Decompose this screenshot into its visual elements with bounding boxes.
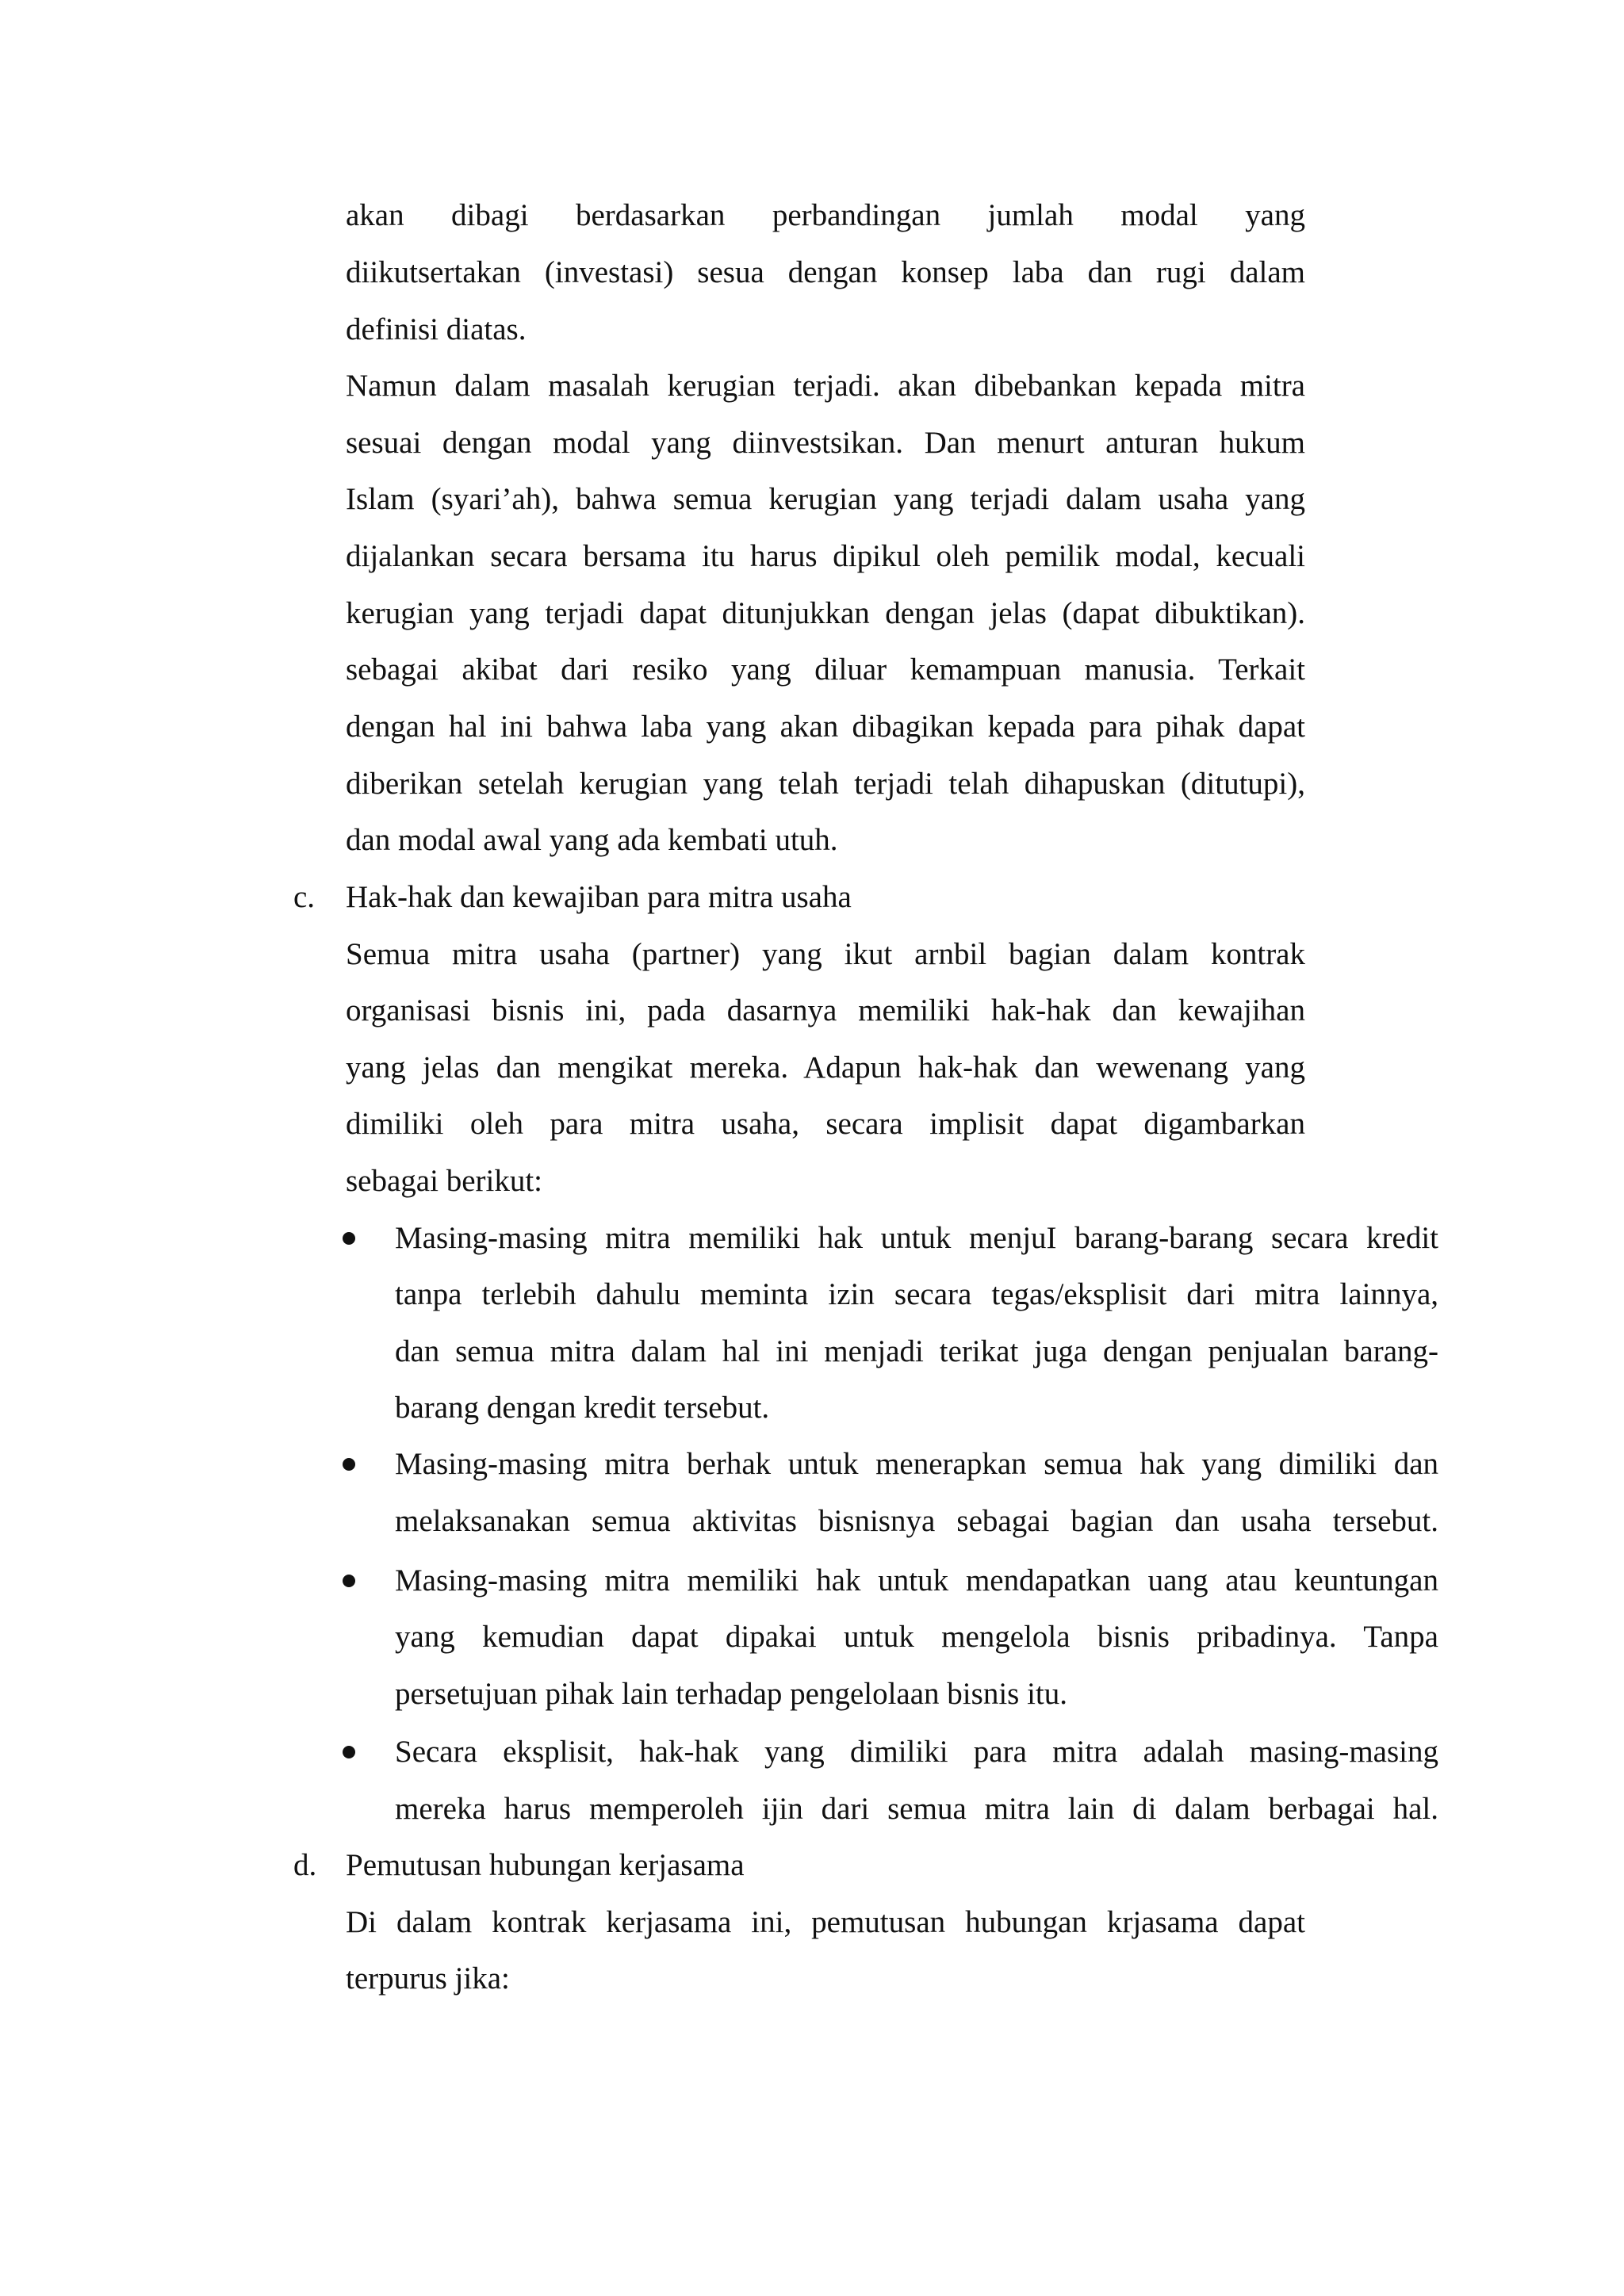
- section-c-marker: c.: [293, 880, 316, 914]
- section-c-heading: Hak-hak dan kewajiban para mitra usaha: [346, 880, 852, 914]
- bullet-4-line-1: Secara eksplisit, hak-hak yang dimiliki para mitra adalah masing-masing: [395, 1735, 1438, 1769]
- section-d-marker: d.: [293, 1848, 317, 1882]
- paragraph-1-line-1: akan dibagi berdasarkan perbandingan jumlah modal yang: [346, 198, 1305, 232]
- bullet-dot-2: [343, 1458, 355, 1471]
- bullet-1-line-3: dan semua mitra dalam hal ini menjadi terikat juga dengan penjualan barang-: [395, 1334, 1438, 1368]
- paragraph-2-line-8: diberikan setelah kerugian yang telah terjadi telah dihapuskan (ditutupi),: [346, 767, 1305, 801]
- section-c-intro-line-1: Semua mitra usaha (partner) yang ikut arnbil bagian dalam kontrak: [346, 937, 1305, 971]
- bullet-2-line-1: Masing-masing mitra berhak untuk menerapkan semua hak yang dimiliki dan: [395, 1447, 1438, 1481]
- paragraph-2-line-7: dengan hal ini bahwa laba yang akan dibagikan kepada para pihak dapat: [346, 710, 1305, 744]
- bullet-dot-4: [343, 1746, 355, 1758]
- paragraph-2-line-4: dijalankan secara bersama itu harus dipikul oleh pemilik modal, kecuali: [346, 539, 1305, 573]
- section-c-intro-line-5: sebagai berikut:: [346, 1164, 542, 1198]
- bullet-dot-1: [343, 1232, 355, 1245]
- bullet-1-line-1: Masing-masing mitra memiliki hak untuk menjuI barang-barang secara kredit: [395, 1221, 1438, 1255]
- paragraph-2-line-3: Islam (syari’ah), bahwa semua kerugian yang terjadi dalam usaha yang: [346, 482, 1305, 516]
- paragraph-1-line-3: definisi diatas.: [346, 312, 527, 346]
- bullet-dot-3: [343, 1575, 355, 1587]
- paragraph-2-line-6: sebagai akibat dari resiko yang diluar kemampuan manusia. Terkait: [346, 652, 1305, 687]
- paragraph-2-line-1: Namun dalam masalah kerugian terjadi. akan dibebankan kepada mitra: [346, 369, 1305, 403]
- section-c-intro-line-4: dimiliki oleh para mitra usaha, secara implisit dapat digambarkan: [346, 1107, 1305, 1141]
- bullet-3-line-2: yang kemudian dapat dipakai untuk mengelola bisnis pribadinya. Tanpa: [395, 1620, 1438, 1654]
- paragraph-1-line-2: diikutsertakan (investasi) sesua dengan konsep laba dan rugi dalam: [346, 255, 1305, 289]
- section-d-intro-line-1: Di dalam kontrak kerjasama ini, pemutusan hubungan krjasama dapat: [346, 1905, 1305, 1939]
- bullet-3-line-3: persetujuan pihak lain terhadap pengelolaan bisnis itu.: [395, 1677, 1068, 1711]
- section-d-heading: Pemutusan hubungan kerjasama: [346, 1848, 745, 1882]
- bullet-3-line-1: Masing-masing mitra memiliki hak untuk mendapatkan uang atau keuntungan: [395, 1563, 1438, 1598]
- paragraph-2-line-2: sesuai dengan modal yang diinvestsikan. Dan menurt anturan hukum: [346, 426, 1305, 460]
- section-c-intro-line-3: yang jelas dan mengikat mereka. Adapun hak-hak dan wewenang yang: [346, 1050, 1305, 1085]
- bullet-1-line-4: barang dengan kredit tersebut.: [395, 1391, 770, 1425]
- paragraph-2-line-9: dan modal awal yang ada kembati utuh.: [346, 823, 838, 857]
- section-d-intro-line-2: terpurus jika:: [346, 1961, 510, 1996]
- paragraph-2-line-5: kerugian yang terjadi dapat ditunjukkan dengan jelas (dapat dibuktikan).: [346, 596, 1305, 630]
- bullet-4-line-2: mereka harus memperoleh ijin dari semua mitra lain di dalam berbagai hal.: [395, 1792, 1438, 1826]
- section-c-intro-line-2: organisasi bisnis ini, pada dasarnya memiliki hak-hak dan kewajihan: [346, 993, 1305, 1027]
- bullet-2-line-2: melaksanakan semua aktivitas bisnisnya sebagai bagian dan usaha tersebut.: [395, 1504, 1438, 1538]
- bullet-1-line-2: tanpa terlebih dahulu meminta izin secara tegas/eksplisit dari mitra lainnya,: [395, 1277, 1438, 1311]
